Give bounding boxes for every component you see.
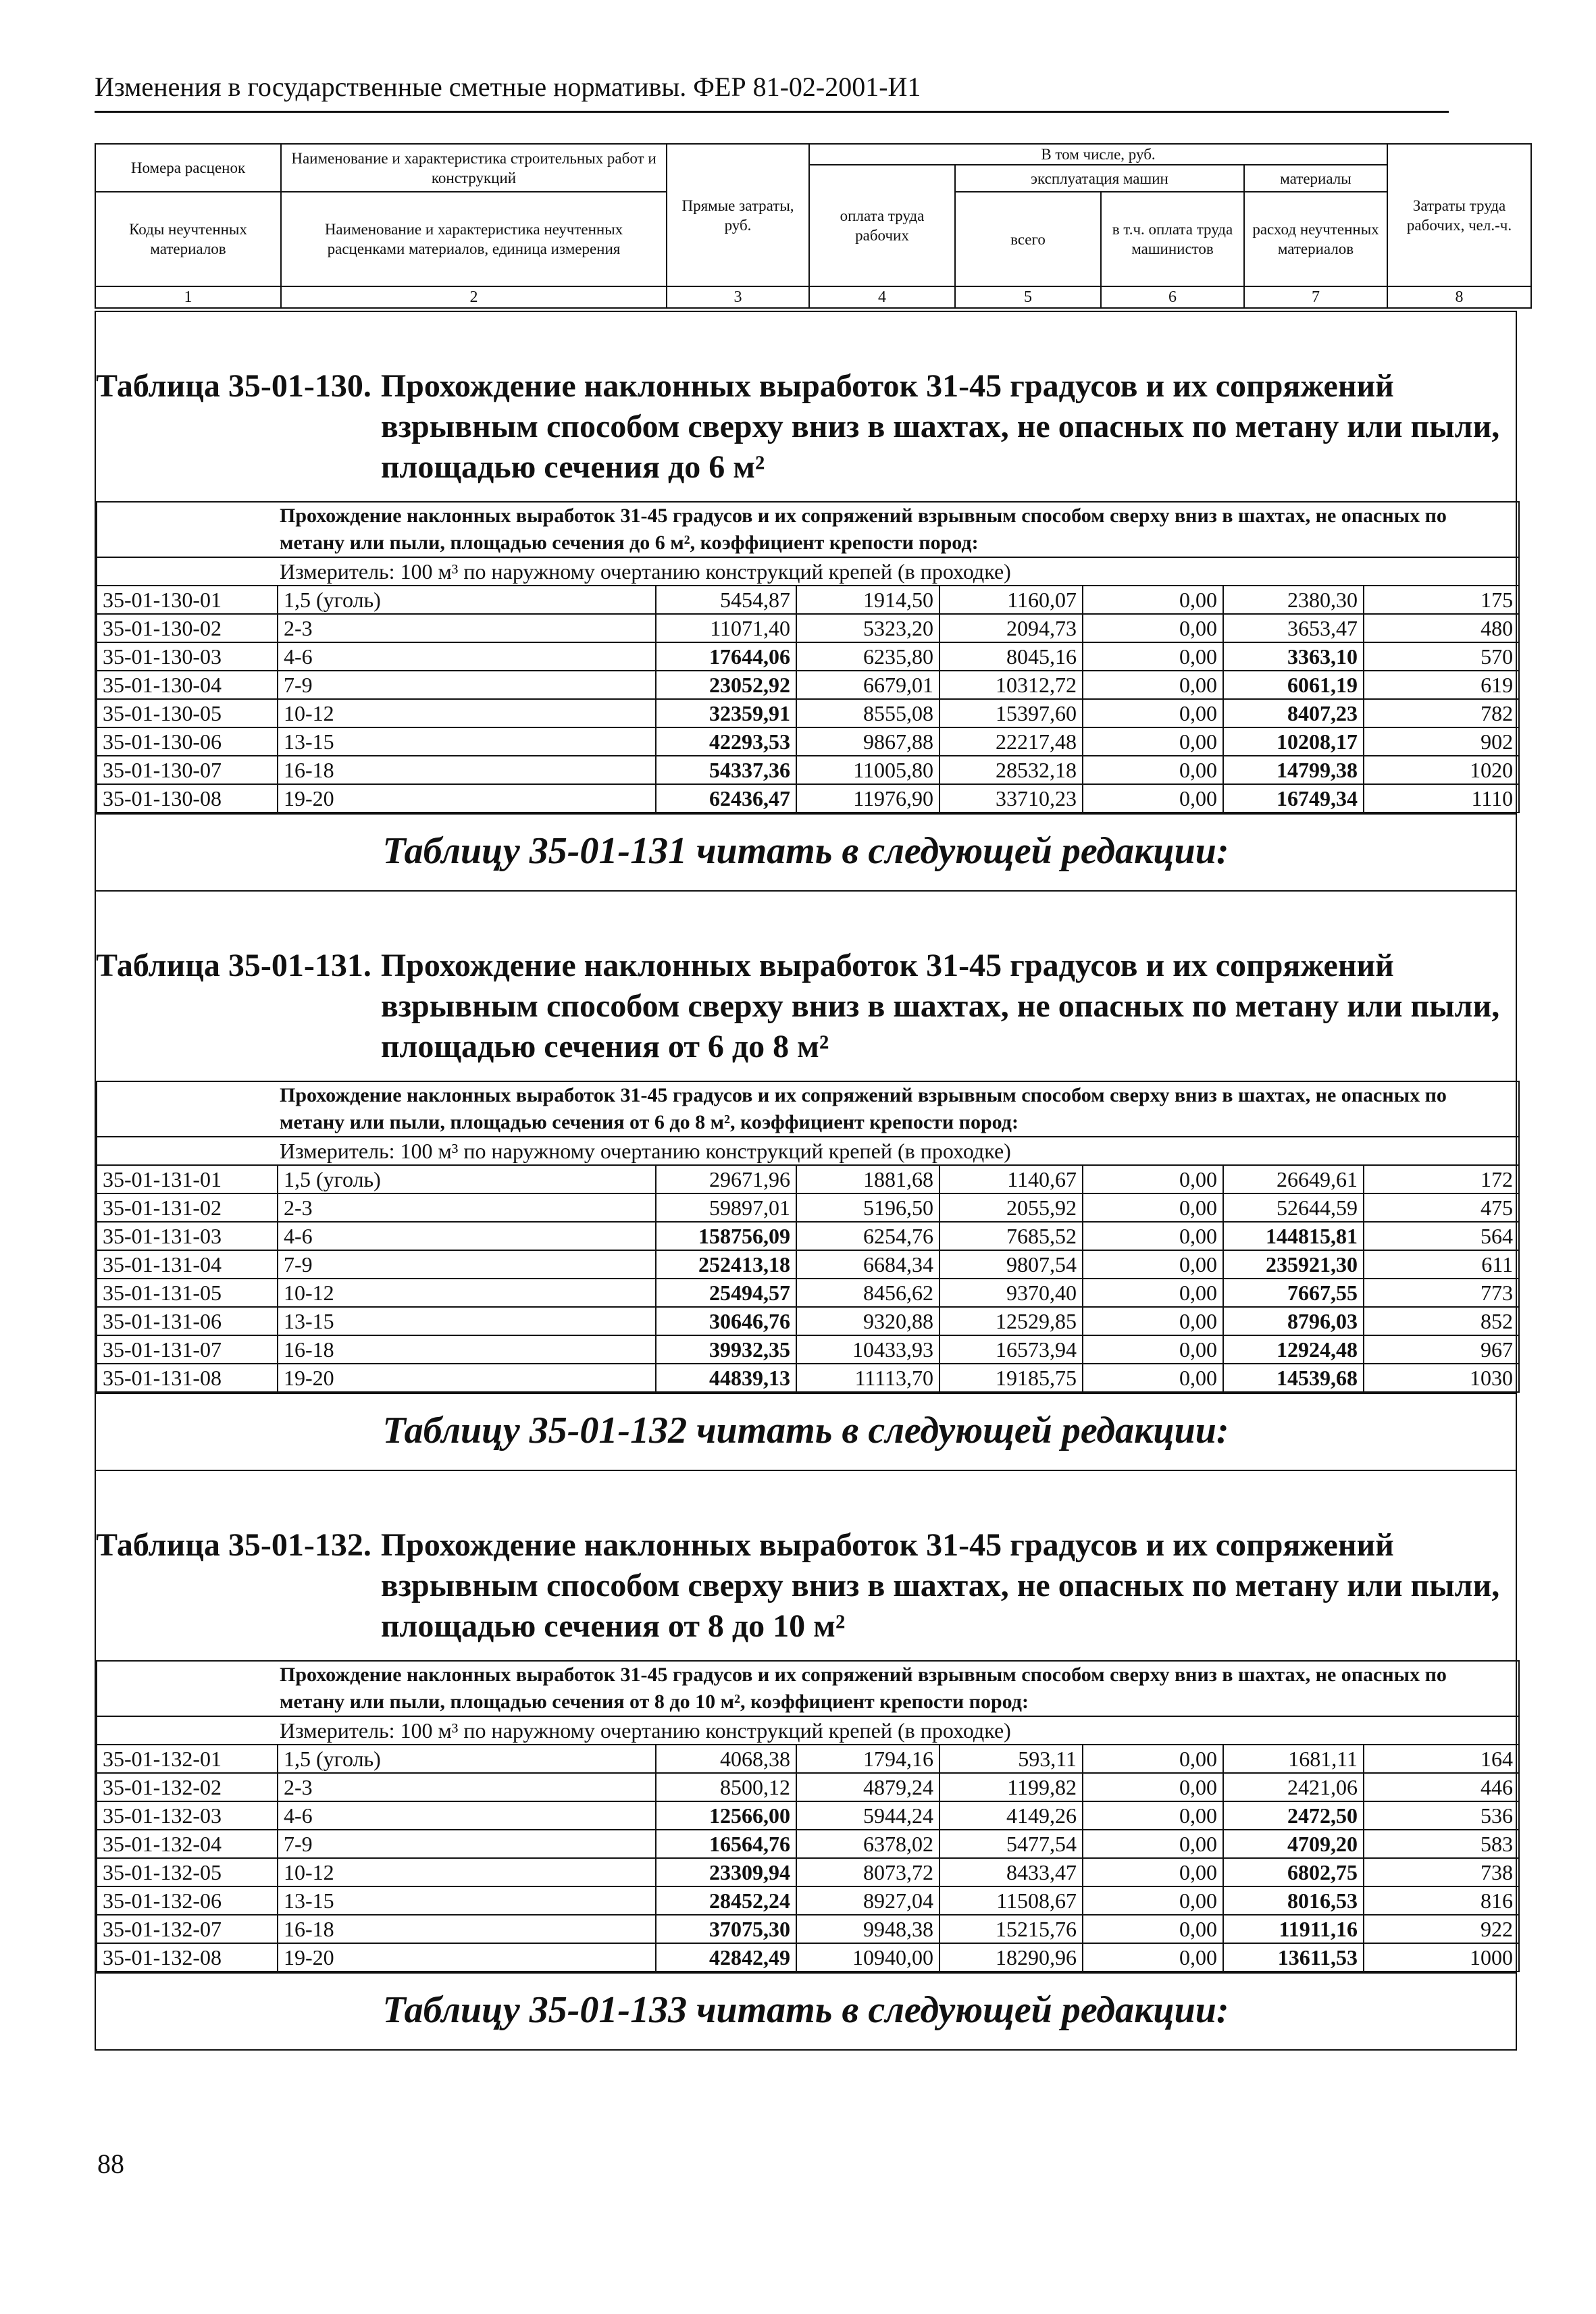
value-cell: 816: [1364, 1886, 1519, 1915]
machines-header: эксплуатация машин: [955, 165, 1244, 192]
rock-hardness: 4-6: [278, 1801, 656, 1830]
rock-hardness: 13-15: [278, 727, 656, 756]
rate-code: 35-01-132-06: [97, 1886, 278, 1915]
value-cell: 2421,06: [1223, 1773, 1364, 1801]
table-row: [97, 756, 1519, 784]
value-cell: 8045,16: [939, 642, 1083, 671]
rate-code: 35-01-131-08: [97, 1364, 278, 1392]
value-cell: 11005,80: [796, 756, 939, 784]
rate-code: 35-01-130-07: [97, 756, 278, 784]
value-cell: 9807,54: [939, 1250, 1083, 1279]
rate-code: 35-01-131-03: [97, 1222, 278, 1250]
revision-notice: Таблицу 35-01-131 читать в следующей редакции:: [96, 813, 1516, 890]
table-row: [97, 1279, 1519, 1307]
rate-code: 35-01-131-01: [97, 1165, 278, 1193]
value-cell: 3363,10: [1223, 642, 1364, 671]
value-cell: 4709,20: [1223, 1830, 1364, 1858]
value-cell: 1199,82: [939, 1773, 1083, 1801]
section-name: Прохождение наклонных выработок 31-45 градусов и их сопряжений взрывным способом сверху вниз в шахтах, не опасных по метану или пыли, площадью сечения от 8 до 10 м²: [380, 1527, 1500, 1644]
page-header: Изменения в государственные сметные нормативы. ФЕР 81-02-2001-И1: [95, 72, 921, 102]
value-cell: 619: [1364, 671, 1519, 699]
value-cell: 0,00: [1083, 1307, 1223, 1335]
page-number: 88: [97, 2149, 124, 2179]
value-cell: 2094,73: [939, 614, 1083, 642]
value-cell: 0,00: [1083, 1801, 1223, 1830]
table-row: [97, 1193, 1519, 1222]
value-cell: 62436,47: [656, 784, 796, 813]
col-number: 8: [1387, 286, 1531, 308]
rate-code: 35-01-132-05: [97, 1858, 278, 1886]
value-cell: 0,00: [1083, 1364, 1223, 1392]
measure-unit: Измеритель: 100 м³ по наружному очертанию конструкций крепей (в проходке): [97, 557, 1519, 586]
value-cell: 782: [1364, 699, 1519, 727]
rock-hardness: 4-6: [278, 642, 656, 671]
value-cell: 12566,00: [656, 1801, 796, 1830]
value-cell: 11976,90: [796, 784, 939, 813]
value-cell: 6684,34: [796, 1250, 939, 1279]
col5-header: всего: [955, 192, 1101, 286]
table-row: [97, 1915, 1519, 1943]
value-cell: 12529,85: [939, 1307, 1083, 1335]
table-row: [97, 614, 1519, 642]
section-code: Таблица 35-01-132.: [96, 1527, 371, 1563]
table-row: [97, 586, 1519, 614]
value-cell: 10208,17: [1223, 727, 1364, 756]
value-cell: 175: [1364, 586, 1519, 614]
value-cell: 7667,55: [1223, 1279, 1364, 1307]
col-number: 5: [955, 286, 1101, 308]
section-title: [96, 312, 1516, 501]
value-cell: 0,00: [1083, 756, 1223, 784]
table-row: [97, 1335, 1519, 1364]
value-cell: 6378,02: [796, 1830, 939, 1858]
value-cell: 0,00: [1083, 1165, 1223, 1193]
table-row: [97, 671, 1519, 699]
rock-hardness: 2-3: [278, 1773, 656, 1801]
value-cell: 15215,76: [939, 1915, 1083, 1943]
value-cell: 593,11: [939, 1745, 1083, 1773]
value-cell: 8927,04: [796, 1886, 939, 1915]
value-cell: 28452,24: [656, 1886, 796, 1915]
value-cell: 11113,70: [796, 1364, 939, 1392]
value-cell: 9948,38: [796, 1915, 939, 1943]
value-cell: 1794,16: [796, 1745, 939, 1773]
rate-code: 35-01-131-07: [97, 1335, 278, 1364]
value-cell: 29671,96: [656, 1165, 796, 1193]
rate-code: 35-01-131-05: [97, 1279, 278, 1307]
value-cell: 18290,96: [939, 1943, 1083, 1972]
value-cell: 6061,19: [1223, 671, 1364, 699]
table-row: [97, 1801, 1519, 1830]
rate-code: 35-01-132-04: [97, 1830, 278, 1858]
rock-hardness: 1,5 (уголь): [278, 1745, 656, 1773]
rate-code: 35-01-132-01: [97, 1745, 278, 1773]
value-cell: 252413,18: [656, 1250, 796, 1279]
tables-container: [95, 311, 1517, 2051]
value-cell: 3653,47: [1223, 614, 1364, 642]
value-cell: 42842,49: [656, 1943, 796, 1972]
rate-code: 35-01-131-06: [97, 1307, 278, 1335]
value-cell: 902: [1364, 727, 1519, 756]
value-cell: 10433,93: [796, 1335, 939, 1364]
table-section: [95, 1471, 1517, 2051]
value-cell: 23052,92: [656, 671, 796, 699]
value-cell: 16573,94: [939, 1335, 1083, 1364]
data-table: [96, 501, 1520, 813]
value-cell: 172: [1364, 1165, 1519, 1193]
table-row: [97, 1773, 1519, 1801]
rate-code: 35-01-130-08: [97, 784, 278, 813]
measure-unit: Измеритель: 100 м³ по наружному очертанию конструкций крепей (в проходке): [97, 1137, 1519, 1165]
table-section: [95, 311, 1517, 892]
value-cell: 0,00: [1083, 1193, 1223, 1222]
table-row: [97, 727, 1519, 756]
value-cell: 0,00: [1083, 699, 1223, 727]
value-cell: 967: [1364, 1335, 1519, 1364]
value-cell: 446: [1364, 1773, 1519, 1801]
rate-code: 35-01-132-07: [97, 1915, 278, 1943]
col1-bottom: Коды неучтенных материалов: [95, 192, 281, 286]
value-cell: 8433,47: [939, 1858, 1083, 1886]
value-cell: 8456,62: [796, 1279, 939, 1307]
value-cell: 44839,13: [656, 1364, 796, 1392]
section-title: [96, 892, 1516, 1081]
value-cell: 26649,61: [1223, 1165, 1364, 1193]
rock-hardness: 2-3: [278, 614, 656, 642]
value-cell: 39932,35: [656, 1335, 796, 1364]
rate-code: 35-01-130-03: [97, 642, 278, 671]
col-number: 1: [95, 286, 281, 308]
rate-code: 35-01-130-05: [97, 699, 278, 727]
rock-hardness: 13-15: [278, 1886, 656, 1915]
value-cell: 11911,16: [1223, 1915, 1364, 1943]
value-cell: 0,00: [1083, 1222, 1223, 1250]
rock-hardness: 19-20: [278, 784, 656, 813]
value-cell: 564: [1364, 1222, 1519, 1250]
table-row: [97, 1250, 1519, 1279]
revision-notice: Таблицу 35-01-132 читать в следующей редакции:: [96, 1393, 1516, 1470]
value-cell: 9370,40: [939, 1279, 1083, 1307]
value-cell: 0,00: [1083, 1773, 1223, 1801]
rock-hardness: 4-6: [278, 1222, 656, 1250]
rock-hardness: 13-15: [278, 1307, 656, 1335]
section-title: [96, 1471, 1516, 1660]
col6-header: в т.ч. оплата труда машинистов: [1101, 192, 1244, 286]
value-cell: 59897,01: [656, 1193, 796, 1222]
value-cell: 8407,23: [1223, 699, 1364, 727]
rock-hardness: 7-9: [278, 1250, 656, 1279]
value-cell: 32359,91: [656, 699, 796, 727]
value-cell: 25494,57: [656, 1279, 796, 1307]
value-cell: 5454,87: [656, 586, 796, 614]
value-cell: 23309,94: [656, 1858, 796, 1886]
value-cell: 144815,81: [1223, 1222, 1364, 1250]
rock-hardness: 7-9: [278, 671, 656, 699]
rock-hardness: 16-18: [278, 1335, 656, 1364]
table-row: [97, 1165, 1519, 1193]
group-header: В том числе, руб.: [809, 144, 1387, 165]
value-cell: 8016,53: [1223, 1886, 1364, 1915]
col2-bottom: Наименование и характеристика неучтенных расценками материалов, единица измерения: [281, 192, 667, 286]
col-number: 4: [809, 286, 955, 308]
value-cell: 0,00: [1083, 1279, 1223, 1307]
value-cell: 5944,24: [796, 1801, 939, 1830]
value-cell: 0,00: [1083, 1943, 1223, 1972]
value-cell: 611: [1364, 1250, 1519, 1279]
value-cell: 235921,30: [1223, 1250, 1364, 1279]
rate-code: 35-01-130-01: [97, 586, 278, 614]
value-cell: 480: [1364, 614, 1519, 642]
table-description: Прохождение наклонных выработок 31-45 градусов и их сопряжений взрывным способом сверху вниз в шахтах, не опасных по метану или пыли, площадью сечения до 6 м², коэффициент крепости пород:: [97, 502, 1519, 557]
table-description: Прохождение наклонных выработок 31-45 градусов и их сопряжений взрывным способом сверху вниз в шахтах, не опасных по метану или пыли, площадью сечения от 8 до 10 м², коэффициент крепости пород:: [97, 1661, 1519, 1716]
value-cell: 8555,08: [796, 699, 939, 727]
section-name: Прохождение наклонных выработок 31-45 градусов и их сопряжений взрывным способом сверху вниз в шахтах, не опасных по метану или пыли, площадью сечения от 6 до 8 м²: [380, 948, 1500, 1064]
materials-header: материалы: [1244, 165, 1387, 192]
value-cell: 0,00: [1083, 1250, 1223, 1279]
data-table: [96, 1081, 1520, 1393]
col8-header: Затраты труда рабочих, чел.-ч.: [1387, 144, 1531, 286]
value-cell: 1020: [1364, 756, 1519, 784]
value-cell: 852: [1364, 1307, 1519, 1335]
section-code: Таблица 35-01-130.: [96, 368, 371, 404]
table-section: [95, 892, 1517, 1471]
value-cell: 0,00: [1083, 784, 1223, 813]
value-cell: 9867,88: [796, 727, 939, 756]
value-cell: 1681,11: [1223, 1745, 1364, 1773]
value-cell: 14799,38: [1223, 756, 1364, 784]
value-cell: 164: [1364, 1745, 1519, 1773]
rate-code: 35-01-130-04: [97, 671, 278, 699]
column-header-table: [95, 143, 1532, 309]
table-row: [97, 642, 1519, 671]
value-cell: 0,00: [1083, 1335, 1223, 1364]
value-cell: 158756,09: [656, 1222, 796, 1250]
rock-hardness: 2-3: [278, 1193, 656, 1222]
value-cell: 12924,48: [1223, 1335, 1364, 1364]
value-cell: 1160,07: [939, 586, 1083, 614]
value-cell: 5323,20: [796, 614, 939, 642]
rock-hardness: 7-9: [278, 1830, 656, 1858]
value-cell: 4149,26: [939, 1801, 1083, 1830]
value-cell: 54337,36: [656, 756, 796, 784]
value-cell: 15397,60: [939, 699, 1083, 727]
value-cell: 2055,92: [939, 1193, 1083, 1222]
value-cell: 13611,53: [1223, 1943, 1364, 1972]
value-cell: 922: [1364, 1915, 1519, 1943]
col1-top: Номера расценок: [95, 144, 281, 192]
value-cell: 0,00: [1083, 1886, 1223, 1915]
value-cell: 7685,52: [939, 1222, 1083, 1250]
value-cell: 17644,06: [656, 642, 796, 671]
rock-hardness: 1,5 (уголь): [278, 586, 656, 614]
table-row: [97, 1886, 1519, 1915]
table-row: [97, 699, 1519, 727]
value-cell: 14539,68: [1223, 1364, 1364, 1392]
table-row: [97, 1943, 1519, 1972]
value-cell: 0,00: [1083, 1915, 1223, 1943]
value-cell: 8073,72: [796, 1858, 939, 1886]
value-cell: 33710,23: [939, 784, 1083, 813]
value-cell: 11508,67: [939, 1886, 1083, 1915]
value-cell: 28532,18: [939, 756, 1083, 784]
table-row: [97, 1745, 1519, 1773]
value-cell: 37075,30: [656, 1915, 796, 1943]
rock-hardness: 1,5 (уголь): [278, 1165, 656, 1193]
col4-header: оплата труда рабочих: [809, 165, 955, 286]
rock-hardness: 19-20: [278, 1364, 656, 1392]
value-cell: 1881,68: [796, 1165, 939, 1193]
rock-hardness: 10-12: [278, 699, 656, 727]
value-cell: 6802,75: [1223, 1858, 1364, 1886]
rock-hardness: 16-18: [278, 1915, 656, 1943]
col2-top: Наименование и характеристика строительных работ и конструкций: [281, 144, 667, 192]
value-cell: 22217,48: [939, 727, 1083, 756]
value-cell: 773: [1364, 1279, 1519, 1307]
value-cell: 9320,88: [796, 1307, 939, 1335]
table-row: [97, 784, 1519, 813]
section-code: Таблица 35-01-131.: [96, 948, 371, 983]
rate-code: 35-01-132-08: [97, 1943, 278, 1972]
value-cell: 0,00: [1083, 1858, 1223, 1886]
value-cell: 475: [1364, 1193, 1519, 1222]
value-cell: 1914,50: [796, 586, 939, 614]
value-cell: 11071,40: [656, 614, 796, 642]
header-rule: [95, 111, 1449, 113]
rock-hardness: 10-12: [278, 1279, 656, 1307]
col-number: 2: [281, 286, 667, 308]
value-cell: 570: [1364, 642, 1519, 671]
value-cell: 2472,50: [1223, 1801, 1364, 1830]
table-row: [97, 1364, 1519, 1392]
table-row: [97, 1307, 1519, 1335]
value-cell: 6679,01: [796, 671, 939, 699]
rate-code: 35-01-130-02: [97, 614, 278, 642]
value-cell: 5477,54: [939, 1830, 1083, 1858]
rate-code: 35-01-130-06: [97, 727, 278, 756]
rock-hardness: 19-20: [278, 1943, 656, 1972]
value-cell: 10940,00: [796, 1943, 939, 1972]
value-cell: 0,00: [1083, 642, 1223, 671]
col-number: 6: [1101, 286, 1244, 308]
value-cell: 19185,75: [939, 1364, 1083, 1392]
value-cell: 4068,38: [656, 1745, 796, 1773]
rock-hardness: 10-12: [278, 1858, 656, 1886]
value-cell: 0,00: [1083, 1745, 1223, 1773]
value-cell: 30646,76: [656, 1307, 796, 1335]
value-cell: 0,00: [1083, 614, 1223, 642]
rate-code: 35-01-131-02: [97, 1193, 278, 1222]
table-row: [97, 1222, 1519, 1250]
value-cell: 1030: [1364, 1364, 1519, 1392]
value-cell: 583: [1364, 1830, 1519, 1858]
value-cell: 8500,12: [656, 1773, 796, 1801]
value-cell: 52644,59: [1223, 1193, 1364, 1222]
value-cell: 0,00: [1083, 586, 1223, 614]
rate-code: 35-01-131-04: [97, 1250, 278, 1279]
value-cell: 2380,30: [1223, 586, 1364, 614]
col-number: 7: [1244, 286, 1387, 308]
value-cell: 0,00: [1083, 727, 1223, 756]
rate-code: 35-01-132-02: [97, 1773, 278, 1801]
value-cell: 6254,76: [796, 1222, 939, 1250]
table-description: Прохождение наклонных выработок 31-45 градусов и их сопряжений взрывным способом сверху вниз в шахтах, не опасных по метану или пыли, площадью сечения от 6 до 8 м², коэффициент крепости пород:: [97, 1081, 1519, 1137]
section-name: Прохождение наклонных выработок 31-45 градусов и их сопряжений взрывным способом сверху вниз в шахтах, не опасных по метану или пыли, площадью сечения до 6 м²: [380, 368, 1500, 485]
col7-header: расход неучтенных материалов: [1244, 192, 1387, 286]
col-number: 3: [667, 286, 809, 308]
value-cell: 5196,50: [796, 1193, 939, 1222]
rock-hardness: 16-18: [278, 756, 656, 784]
table-row: [97, 1858, 1519, 1886]
value-cell: 0,00: [1083, 671, 1223, 699]
revision-notice: Таблицу 35-01-133 читать в следующей редакции:: [96, 1972, 1516, 2049]
value-cell: 16749,34: [1223, 784, 1364, 813]
value-cell: 6235,80: [796, 642, 939, 671]
value-cell: 8796,03: [1223, 1307, 1364, 1335]
data-table: [96, 1660, 1520, 1972]
value-cell: 1140,67: [939, 1165, 1083, 1193]
value-cell: 738: [1364, 1858, 1519, 1886]
value-cell: 42293,53: [656, 727, 796, 756]
value-cell: 16564,76: [656, 1830, 796, 1858]
value-cell: 10312,72: [939, 671, 1083, 699]
value-cell: 1110: [1364, 784, 1519, 813]
value-cell: 1000: [1364, 1943, 1519, 1972]
col3-header: Прямые затраты, руб.: [667, 144, 809, 286]
value-cell: 0,00: [1083, 1830, 1223, 1858]
measure-unit: Измеритель: 100 м³ по наружному очертанию конструкций крепей (в проходке): [97, 1716, 1519, 1745]
value-cell: 4879,24: [796, 1773, 939, 1801]
value-cell: 536: [1364, 1801, 1519, 1830]
rate-code: 35-01-132-03: [97, 1801, 278, 1830]
table-row: [97, 1830, 1519, 1858]
